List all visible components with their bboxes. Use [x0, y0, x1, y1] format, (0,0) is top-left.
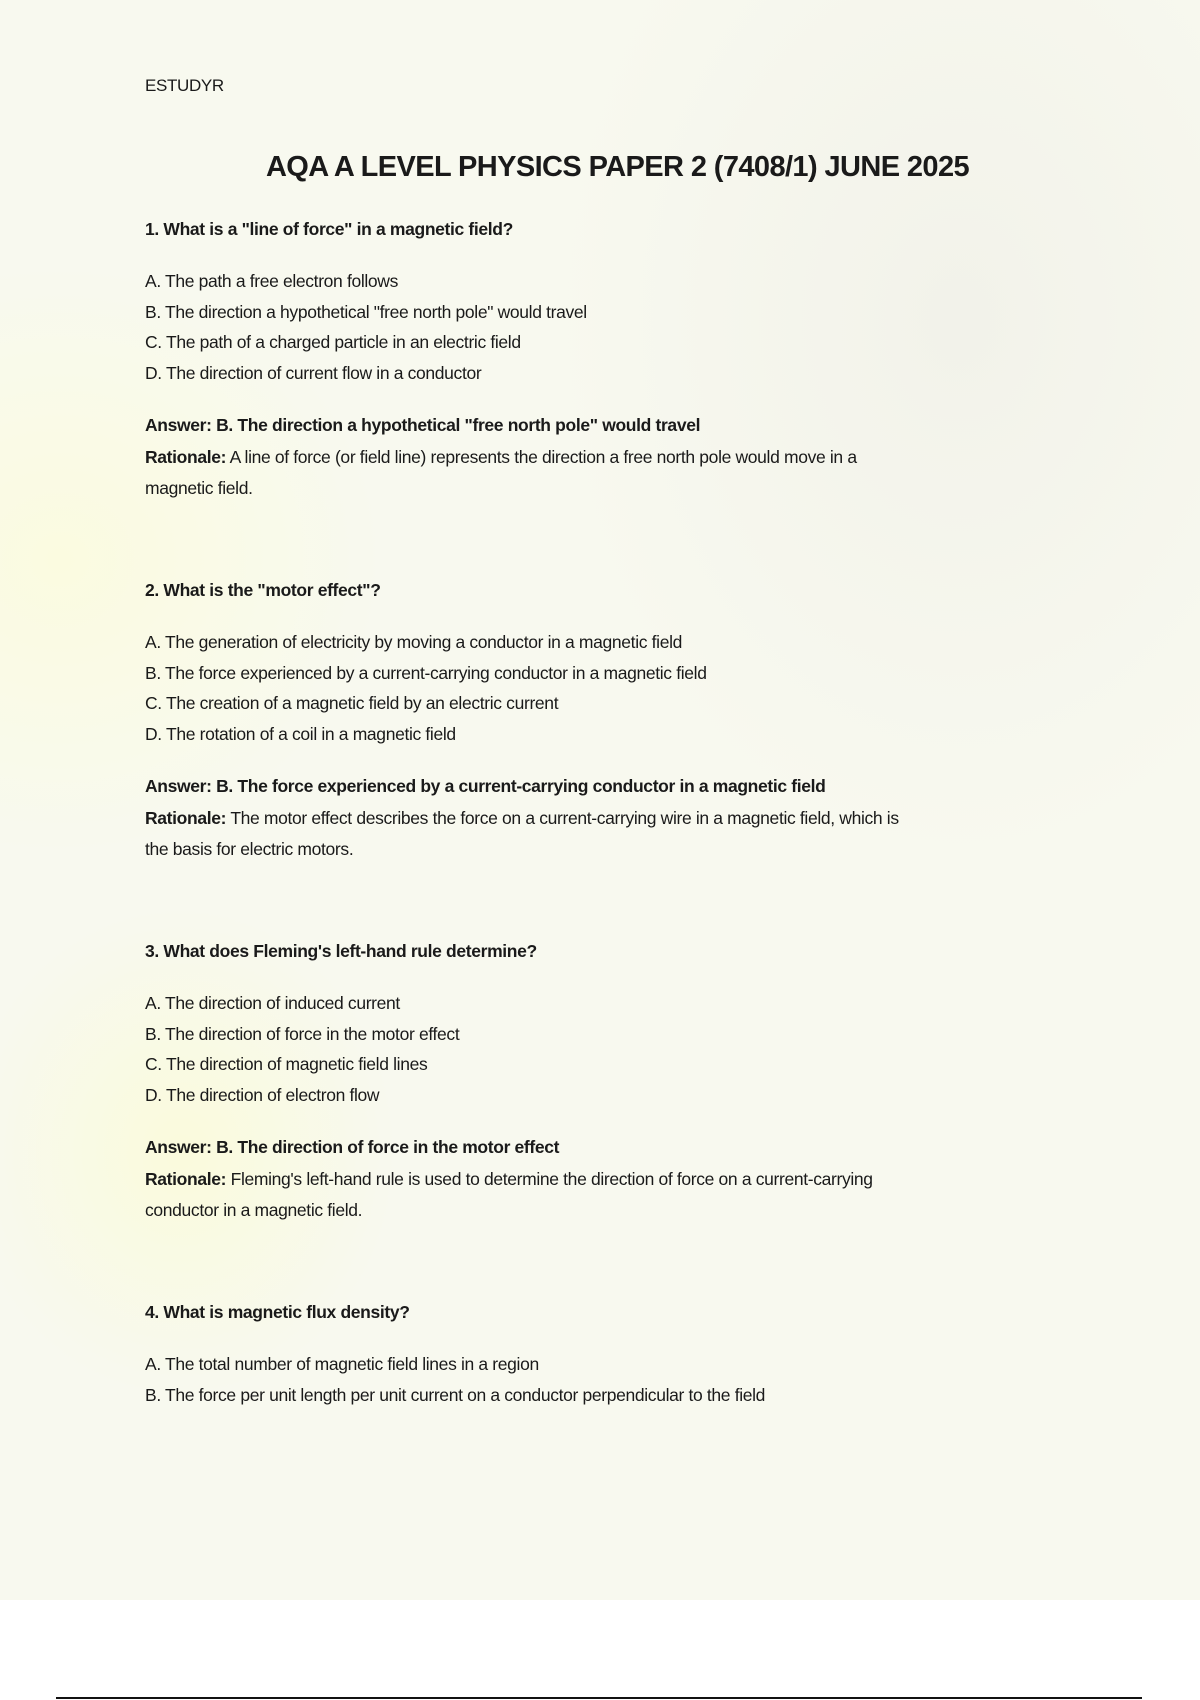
rationale-line [145, 808, 899, 829]
rationale-line [145, 447, 857, 468]
page-title: AQA A LEVEL PHYSICS PAPER 2 (7408/1) JUNE 2025 [265, 151, 970, 183]
question-text: 4. What is magnetic flux density? [145, 1302, 410, 1322]
rationale-text: A line of force (or field line) represents the direction a free north pole would move in a [229, 447, 857, 467]
question-text: 1. What is a "line of force" in a magnetic field? [145, 219, 513, 239]
correct-answer: Answer: B. The direction a hypothetical "free north pole" would travel [145, 415, 701, 435]
answer-option: B. The direction of force in the motor effect [145, 1023, 460, 1044]
answer-option: C. The creation of a magnetic field by an electric current [145, 693, 559, 713]
correct-answer: Answer: B. The direction of force in the motor effect [145, 1137, 560, 1157]
answer-option: C. The direction of magnetic field lines [145, 1054, 428, 1074]
answer-option: A. The generation of electricity by moving a conductor in a magnetic field [145, 632, 682, 652]
answer-option: D. The direction of electron flow [145, 1084, 380, 1105]
rationale-line: the basis for electric motors. [145, 839, 354, 859]
footer-divider [56, 1697, 1142, 1699]
rationale-label: Rationale: [145, 808, 227, 828]
rationale-text: Fleming's left-hand rule is used to determine the direction of force on a current-carrying [230, 1169, 873, 1189]
answer-option: B. The force per unit length per unit current on a conductor perpendicular to the field [145, 1384, 766, 1405]
question-text: 3. What does Fleming's left-hand rule determine? [145, 941, 537, 961]
answer-option: D. The direction of current flow in a conductor [145, 362, 482, 383]
rationale-line [145, 1169, 873, 1190]
brand-label: ESTUDYR [145, 76, 224, 95]
rationale-line: conductor in a magnetic field. [145, 1200, 363, 1220]
answer-option: B. The force experienced by a current-carrying conductor in a magnetic field [145, 662, 707, 683]
answer-option: A. The total number of magnetic field lines in a region [145, 1354, 539, 1374]
rationale-label: Rationale: [145, 1169, 227, 1189]
answer-option: B. The direction a hypothetical "free north pole" would travel [145, 301, 587, 322]
answer-option: A. The direction of induced current [145, 993, 400, 1013]
rationale-label: Rationale: [145, 447, 227, 467]
rationale-line: magnetic field. [145, 478, 253, 498]
answer-option: A. The path a free electron follows [145, 271, 398, 291]
answer-option: C. The path of a charged particle in an electric field [145, 332, 521, 352]
question-text: 2. What is the "motor effect"? [145, 580, 381, 600]
answer-option: D. The rotation of a coil in a magnetic field [145, 723, 456, 744]
rationale-text: The motor effect describes the force on a current-carrying wire in a magnetic field, which is [230, 808, 899, 828]
correct-answer: Answer: B. The force experienced by a current-carrying conductor in a magnetic field [145, 776, 826, 796]
